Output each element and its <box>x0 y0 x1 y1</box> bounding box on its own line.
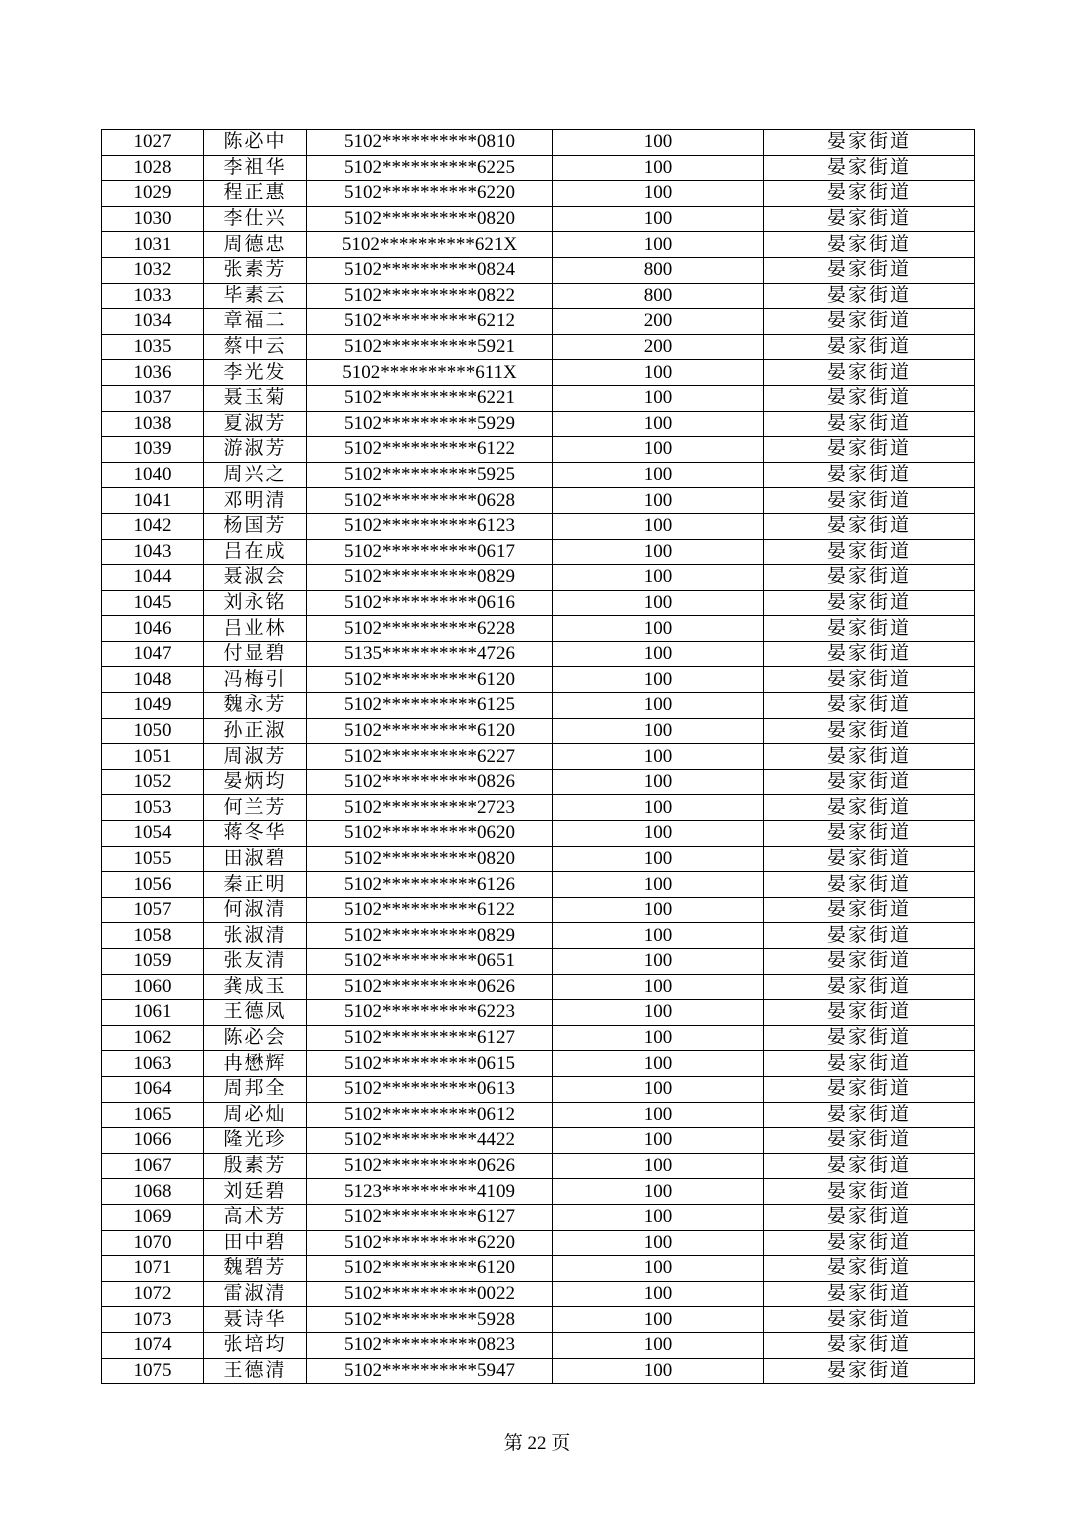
name-cell: 夏淑芳 <box>204 411 307 437</box>
id-number-cell: 5102**********0829 <box>307 923 553 949</box>
id-number-cell: 5102**********0820 <box>307 206 553 232</box>
id-number-cell: 5102**********0651 <box>307 949 553 975</box>
amount-cell: 100 <box>553 488 764 514</box>
amount-cell: 100 <box>553 821 764 847</box>
table-row <box>102 974 975 1000</box>
table-row <box>102 769 975 795</box>
area-cell: 晏家街道 <box>764 1358 975 1384</box>
id-number-cell: 5102**********0823 <box>307 1332 553 1358</box>
row-number-cell: 1064 <box>102 1076 204 1102</box>
amount-cell: 100 <box>553 641 764 667</box>
id-number-cell: 5102**********0626 <box>307 974 553 1000</box>
name-cell: 周淑芳 <box>204 744 307 770</box>
row-number-cell: 1060 <box>102 974 204 1000</box>
id-number-cell: 5102**********0820 <box>307 846 553 872</box>
area-cell: 晏家街道 <box>764 283 975 309</box>
area-cell: 晏家街道 <box>764 1051 975 1077</box>
amount-cell: 100 <box>553 1332 764 1358</box>
area-cell: 晏家街道 <box>764 1204 975 1230</box>
row-number-cell: 1052 <box>102 769 204 795</box>
table-row <box>102 1000 975 1026</box>
area-cell: 晏家街道 <box>764 309 975 335</box>
amount-cell: 100 <box>553 206 764 232</box>
row-number-cell: 1040 <box>102 462 204 488</box>
table-row <box>102 539 975 565</box>
row-number-cell: 1068 <box>102 1179 204 1205</box>
table-row <box>102 565 975 591</box>
row-number-cell: 1055 <box>102 846 204 872</box>
table-row <box>102 821 975 847</box>
amount-cell: 100 <box>553 1281 764 1307</box>
page-number: 第 22 页 <box>503 1433 571 1454</box>
table-row <box>102 1102 975 1128</box>
name-cell: 何兰芳 <box>204 795 307 821</box>
name-cell: 晏炳均 <box>204 769 307 795</box>
row-number-cell: 1051 <box>102 744 204 770</box>
name-cell: 周德忠 <box>204 232 307 258</box>
name-cell: 冉懋辉 <box>204 1051 307 1077</box>
id-number-cell: 5102**********4422 <box>307 1128 553 1154</box>
table-row <box>102 1358 975 1384</box>
row-number-cell: 1062 <box>102 1025 204 1051</box>
amount-cell: 100 <box>553 693 764 719</box>
amount-cell: 100 <box>553 1000 764 1026</box>
name-cell: 聂诗华 <box>204 1307 307 1333</box>
amount-cell: 100 <box>553 411 764 437</box>
table-row <box>102 1153 975 1179</box>
area-cell: 晏家街道 <box>764 488 975 514</box>
table-row <box>102 590 975 616</box>
row-number-cell: 1067 <box>102 1153 204 1179</box>
name-cell: 邓明清 <box>204 488 307 514</box>
row-number-cell: 1069 <box>102 1204 204 1230</box>
row-number-cell: 1043 <box>102 539 204 565</box>
name-cell: 刘永铭 <box>204 590 307 616</box>
amount-cell: 100 <box>553 718 764 744</box>
row-number-cell: 1044 <box>102 565 204 591</box>
name-cell: 李光发 <box>204 360 307 386</box>
area-cell: 晏家街道 <box>764 513 975 539</box>
area-cell: 晏家街道 <box>764 667 975 693</box>
table-row <box>102 334 975 360</box>
area-cell: 晏家街道 <box>764 1230 975 1256</box>
area-cell: 晏家街道 <box>764 923 975 949</box>
name-cell: 雷淑清 <box>204 1281 307 1307</box>
amount-cell: 100 <box>553 1204 764 1230</box>
name-cell: 魏永芳 <box>204 693 307 719</box>
table-row <box>102 181 975 207</box>
area-cell: 晏家街道 <box>764 130 975 156</box>
row-number-cell: 1045 <box>102 590 204 616</box>
name-cell: 秦正明 <box>204 872 307 898</box>
table-row <box>102 616 975 642</box>
amount-cell: 100 <box>553 667 764 693</box>
name-cell: 周邦全 <box>204 1076 307 1102</box>
area-cell: 晏家街道 <box>764 795 975 821</box>
area-cell: 晏家街道 <box>764 949 975 975</box>
name-cell: 蔡中云 <box>204 334 307 360</box>
area-cell: 晏家街道 <box>764 718 975 744</box>
row-number-cell: 1037 <box>102 385 204 411</box>
area-cell: 晏家街道 <box>764 1332 975 1358</box>
table-row <box>102 1179 975 1205</box>
row-number-cell: 1049 <box>102 693 204 719</box>
id-number-cell: 5102**********6225 <box>307 155 553 181</box>
name-cell: 张培均 <box>204 1332 307 1358</box>
amount-cell: 100 <box>553 923 764 949</box>
row-number-cell: 1054 <box>102 821 204 847</box>
amount-cell: 100 <box>553 539 764 565</box>
amount-cell: 100 <box>553 155 764 181</box>
id-number-cell: 5102**********6122 <box>307 437 553 463</box>
id-number-cell: 5102**********5928 <box>307 1307 553 1333</box>
id-number-cell: 5123**********4109 <box>307 1179 553 1205</box>
row-number-cell: 1061 <box>102 1000 204 1026</box>
area-cell: 晏家街道 <box>764 744 975 770</box>
name-cell: 章福二 <box>204 309 307 335</box>
row-number-cell: 1046 <box>102 616 204 642</box>
table-row <box>102 257 975 283</box>
table-row <box>102 309 975 335</box>
row-number-cell: 1041 <box>102 488 204 514</box>
area-cell: 晏家街道 <box>764 181 975 207</box>
name-cell: 周必灿 <box>204 1102 307 1128</box>
table-row <box>102 155 975 181</box>
id-number-cell: 5102**********0615 <box>307 1051 553 1077</box>
area-cell: 晏家街道 <box>764 1256 975 1282</box>
id-number-cell: 5102**********0022 <box>307 1281 553 1307</box>
amount-cell: 100 <box>553 1025 764 1051</box>
id-number-cell: 5102**********0620 <box>307 821 553 847</box>
area-cell: 晏家街道 <box>764 411 975 437</box>
table-row <box>102 206 975 232</box>
roster-table <box>101 129 975 1384</box>
table-row <box>102 1307 975 1333</box>
table-row <box>102 1128 975 1154</box>
id-number-cell: 5102**********6126 <box>307 872 553 898</box>
amount-cell: 800 <box>553 283 764 309</box>
row-number-cell: 1028 <box>102 155 204 181</box>
id-number-cell: 5102**********0822 <box>307 283 553 309</box>
area-cell: 晏家街道 <box>764 974 975 1000</box>
table-row <box>102 1332 975 1358</box>
name-cell: 王德清 <box>204 1358 307 1384</box>
amount-cell: 100 <box>553 616 764 642</box>
amount-cell: 100 <box>553 1102 764 1128</box>
row-number-cell: 1033 <box>102 283 204 309</box>
row-number-cell: 1031 <box>102 232 204 258</box>
table-row <box>102 513 975 539</box>
name-cell: 张淑清 <box>204 923 307 949</box>
amount-cell: 100 <box>553 872 764 898</box>
area-cell: 晏家街道 <box>764 437 975 463</box>
table-row <box>102 718 975 744</box>
row-number-cell: 1048 <box>102 667 204 693</box>
row-number-cell: 1065 <box>102 1102 204 1128</box>
id-number-cell: 5102**********6125 <box>307 693 553 719</box>
table-row <box>102 130 975 156</box>
row-number-cell: 1029 <box>102 181 204 207</box>
name-cell: 魏碧芳 <box>204 1256 307 1282</box>
area-cell: 晏家街道 <box>764 641 975 667</box>
amount-cell: 100 <box>553 513 764 539</box>
name-cell: 冯梅引 <box>204 667 307 693</box>
row-number-cell: 1047 <box>102 641 204 667</box>
amount-cell: 100 <box>553 1179 764 1205</box>
id-number-cell: 5102**********621X <box>307 232 553 258</box>
area-cell: 晏家街道 <box>764 769 975 795</box>
id-number-cell: 5102**********6228 <box>307 616 553 642</box>
row-number-cell: 1066 <box>102 1128 204 1154</box>
table-row <box>102 1204 975 1230</box>
name-cell: 周兴之 <box>204 462 307 488</box>
amount-cell: 200 <box>553 309 764 335</box>
name-cell: 何淑清 <box>204 897 307 923</box>
name-cell: 蒋冬华 <box>204 821 307 847</box>
id-number-cell: 5135**********4726 <box>307 641 553 667</box>
roster-table-body <box>102 130 975 1384</box>
id-number-cell: 5102**********0617 <box>307 539 553 565</box>
name-cell: 聂淑会 <box>204 565 307 591</box>
id-number-cell: 5102**********2723 <box>307 795 553 821</box>
name-cell: 聂玉菊 <box>204 385 307 411</box>
area-cell: 晏家街道 <box>764 693 975 719</box>
table-row <box>102 795 975 821</box>
id-number-cell: 5102**********0628 <box>307 488 553 514</box>
id-number-cell: 5102**********611X <box>307 360 553 386</box>
name-cell: 张友清 <box>204 949 307 975</box>
amount-cell: 100 <box>553 565 764 591</box>
amount-cell: 100 <box>553 181 764 207</box>
table-row <box>102 949 975 975</box>
amount-cell: 100 <box>553 385 764 411</box>
table-row <box>102 897 975 923</box>
row-number-cell: 1027 <box>102 130 204 156</box>
name-cell: 吕业林 <box>204 616 307 642</box>
table-row <box>102 1076 975 1102</box>
table-row <box>102 232 975 258</box>
table-row <box>102 1051 975 1077</box>
area-cell: 晏家街道 <box>764 872 975 898</box>
id-number-cell: 5102**********0829 <box>307 565 553 591</box>
amount-cell: 100 <box>553 949 764 975</box>
row-number-cell: 1074 <box>102 1332 204 1358</box>
row-number-cell: 1075 <box>102 1358 204 1384</box>
row-number-cell: 1039 <box>102 437 204 463</box>
table-row <box>102 846 975 872</box>
amount-cell: 100 <box>553 437 764 463</box>
id-number-cell: 5102**********0826 <box>307 769 553 795</box>
row-number-cell: 1058 <box>102 923 204 949</box>
row-number-cell: 1035 <box>102 334 204 360</box>
table-row <box>102 667 975 693</box>
row-number-cell: 1070 <box>102 1230 204 1256</box>
table-row <box>102 693 975 719</box>
name-cell: 游淑芳 <box>204 437 307 463</box>
id-number-cell: 5102**********6221 <box>307 385 553 411</box>
amount-cell: 100 <box>553 897 764 923</box>
area-cell: 晏家街道 <box>764 897 975 923</box>
row-number-cell: 1030 <box>102 206 204 232</box>
area-cell: 晏家街道 <box>764 206 975 232</box>
amount-cell: 100 <box>553 462 764 488</box>
amount-cell: 100 <box>553 1076 764 1102</box>
amount-cell: 100 <box>553 974 764 1000</box>
id-number-cell: 5102**********6127 <box>307 1025 553 1051</box>
table-row <box>102 437 975 463</box>
id-number-cell: 5102**********5921 <box>307 334 553 360</box>
name-cell: 付显碧 <box>204 641 307 667</box>
table-row <box>102 641 975 667</box>
table-row <box>102 923 975 949</box>
id-number-cell: 5102**********6123 <box>307 513 553 539</box>
name-cell: 高术芳 <box>204 1204 307 1230</box>
area-cell: 晏家街道 <box>764 334 975 360</box>
id-number-cell: 5102**********6120 <box>307 667 553 693</box>
id-number-cell: 5102**********6120 <box>307 718 553 744</box>
area-cell: 晏家街道 <box>764 257 975 283</box>
name-cell: 王德凤 <box>204 1000 307 1026</box>
amount-cell: 100 <box>553 360 764 386</box>
area-cell: 晏家街道 <box>764 590 975 616</box>
row-number-cell: 1059 <box>102 949 204 975</box>
amount-cell: 100 <box>553 1051 764 1077</box>
id-number-cell: 5102**********6122 <box>307 897 553 923</box>
area-cell: 晏家街道 <box>764 155 975 181</box>
id-number-cell: 5102**********6127 <box>307 1204 553 1230</box>
row-number-cell: 1072 <box>102 1281 204 1307</box>
area-cell: 晏家街道 <box>764 1076 975 1102</box>
id-number-cell: 5102**********5925 <box>307 462 553 488</box>
id-number-cell: 5102**********6227 <box>307 744 553 770</box>
amount-cell: 100 <box>553 1128 764 1154</box>
amount-cell: 100 <box>553 1153 764 1179</box>
amount-cell: 100 <box>553 1358 764 1384</box>
name-cell: 刘廷碧 <box>204 1179 307 1205</box>
id-number-cell: 5102**********6120 <box>307 1256 553 1282</box>
amount-cell: 100 <box>553 590 764 616</box>
area-cell: 晏家街道 <box>764 1153 975 1179</box>
row-number-cell: 1038 <box>102 411 204 437</box>
area-cell: 晏家街道 <box>764 1128 975 1154</box>
row-number-cell: 1042 <box>102 513 204 539</box>
row-number-cell: 1032 <box>102 257 204 283</box>
amount-cell: 100 <box>553 1307 764 1333</box>
id-number-cell: 5102**********0810 <box>307 130 553 156</box>
amount-cell: 100 <box>553 1230 764 1256</box>
area-cell: 晏家街道 <box>764 1179 975 1205</box>
amount-cell: 200 <box>553 334 764 360</box>
area-cell: 晏家街道 <box>764 1307 975 1333</box>
name-cell: 殷素芳 <box>204 1153 307 1179</box>
table-row <box>102 385 975 411</box>
row-number-cell: 1071 <box>102 1256 204 1282</box>
row-number-cell: 1073 <box>102 1307 204 1333</box>
name-cell: 杨国芳 <box>204 513 307 539</box>
amount-cell: 100 <box>553 232 764 258</box>
amount-cell: 100 <box>553 795 764 821</box>
id-number-cell: 5102**********0824 <box>307 257 553 283</box>
area-cell: 晏家街道 <box>764 846 975 872</box>
id-number-cell: 5102**********6212 <box>307 309 553 335</box>
amount-cell: 100 <box>553 846 764 872</box>
id-number-cell: 5102**********0616 <box>307 590 553 616</box>
amount-cell: 100 <box>553 769 764 795</box>
area-cell: 晏家街道 <box>764 565 975 591</box>
amount-cell: 100 <box>553 130 764 156</box>
name-cell: 吕在成 <box>204 539 307 565</box>
id-number-cell: 5102**********0613 <box>307 1076 553 1102</box>
table-row <box>102 744 975 770</box>
name-cell: 程正惠 <box>204 181 307 207</box>
area-cell: 晏家街道 <box>764 1000 975 1026</box>
name-cell: 田淑碧 <box>204 846 307 872</box>
row-number-cell: 1056 <box>102 872 204 898</box>
area-cell: 晏家街道 <box>764 385 975 411</box>
area-cell: 晏家街道 <box>764 1102 975 1128</box>
table-row <box>102 1256 975 1282</box>
area-cell: 晏家街道 <box>764 1281 975 1307</box>
id-number-cell: 5102**********0612 <box>307 1102 553 1128</box>
id-number-cell: 5102**********6223 <box>307 1000 553 1026</box>
name-cell: 陈必中 <box>204 130 307 156</box>
name-cell: 张素芳 <box>204 257 307 283</box>
table-row <box>102 488 975 514</box>
table-row <box>102 1230 975 1256</box>
name-cell: 毕素云 <box>204 283 307 309</box>
name-cell: 龚成玉 <box>204 974 307 1000</box>
row-number-cell: 1034 <box>102 309 204 335</box>
id-number-cell: 5102**********5929 <box>307 411 553 437</box>
row-number-cell: 1036 <box>102 360 204 386</box>
table-row <box>102 872 975 898</box>
area-cell: 晏家街道 <box>764 539 975 565</box>
area-cell: 晏家街道 <box>764 1025 975 1051</box>
name-cell: 孙正淑 <box>204 718 307 744</box>
amount-cell: 100 <box>553 744 764 770</box>
name-cell: 李祖华 <box>204 155 307 181</box>
table-row <box>102 1281 975 1307</box>
table-row <box>102 462 975 488</box>
name-cell: 隆光珍 <box>204 1128 307 1154</box>
amount-cell: 100 <box>553 1256 764 1282</box>
id-number-cell: 5102**********6220 <box>307 181 553 207</box>
area-cell: 晏家街道 <box>764 232 975 258</box>
id-number-cell: 5102**********6220 <box>307 1230 553 1256</box>
amount-cell: 800 <box>553 257 764 283</box>
name-cell: 李仕兴 <box>204 206 307 232</box>
area-cell: 晏家街道 <box>764 821 975 847</box>
row-number-cell: 1050 <box>102 718 204 744</box>
table-row <box>102 1025 975 1051</box>
table-row <box>102 283 975 309</box>
row-number-cell: 1053 <box>102 795 204 821</box>
name-cell: 田中碧 <box>204 1230 307 1256</box>
table-row <box>102 360 975 386</box>
id-number-cell: 5102**********0626 <box>307 1153 553 1179</box>
area-cell: 晏家街道 <box>764 462 975 488</box>
area-cell: 晏家街道 <box>764 616 975 642</box>
row-number-cell: 1057 <box>102 897 204 923</box>
id-number-cell: 5102**********5947 <box>307 1358 553 1384</box>
table-row <box>102 411 975 437</box>
area-cell: 晏家街道 <box>764 360 975 386</box>
name-cell: 陈必会 <box>204 1025 307 1051</box>
row-number-cell: 1063 <box>102 1051 204 1077</box>
